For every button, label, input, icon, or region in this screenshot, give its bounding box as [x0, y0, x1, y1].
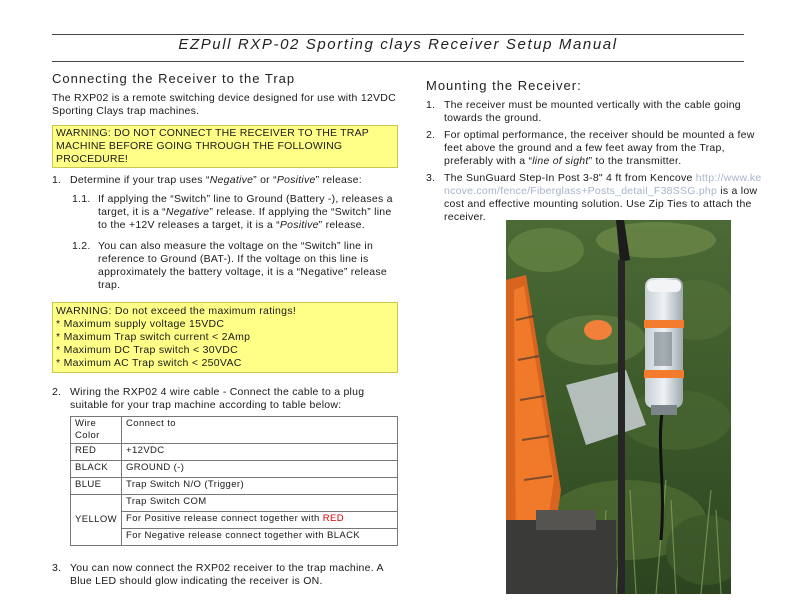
- left-column: [52, 71, 398, 588]
- step-1-positive: Positive: [276, 174, 316, 186]
- table-header-row: [71, 417, 398, 444]
- step-3: [52, 562, 398, 588]
- table-row: [71, 444, 398, 461]
- warning-ratings: [52, 302, 398, 373]
- mount-item-3-number: 3.: [426, 172, 436, 184]
- step-1-text-a: Determine if your trap uses “: [70, 174, 210, 186]
- wire-color-cell-yellow: YELLOW: [71, 495, 122, 546]
- mounting-heading: Mounting the Receiver:: [426, 78, 582, 93]
- step-1-1: [52, 193, 398, 232]
- mount-item-1-number: 1.: [426, 99, 436, 111]
- mount-item-2: [426, 129, 766, 168]
- step-2-text: Wiring the RXP02 4 wire cable - Connect the cable to a plug suitable for your trap machine according to table below:: [70, 386, 365, 411]
- connect-cell: +12VDC: [122, 444, 398, 461]
- page-title: EZPull RXP-02 Sporting clays Receiver Setup Manual: [178, 36, 618, 53]
- line-of-sight: line of sight: [532, 155, 589, 167]
- rating-line: * Maximum AC Trap switch < 250VAC: [56, 357, 242, 369]
- step-1-2-text: You can also measure the voltage on the “Switch” line in reference to Ground (BAT-). If the voltage on this line is approximately the battery voltage, it is a “Negative” release trap.: [98, 240, 387, 291]
- table-row: [71, 495, 398, 512]
- step-1-2-number: 1.2.: [72, 240, 91, 252]
- step-1-1-positive: Positive: [279, 219, 319, 231]
- rating-line: * Maximum supply voltage 15VDC: [56, 318, 225, 330]
- step-1-1-negative: Negative: [165, 206, 210, 218]
- table-row: [71, 478, 398, 495]
- mount-item-2-number: 2.: [426, 129, 436, 141]
- connect-cell: For Negative release connect together with BLACK: [122, 529, 398, 546]
- mount-item-1: [426, 99, 766, 125]
- wire-table: [70, 416, 398, 546]
- title-rule: [52, 61, 744, 62]
- wire-color-cell: RED: [71, 444, 122, 461]
- mount-item-1-text: The receiver must be mounted vertically with the cable going towards the ground.: [444, 99, 741, 124]
- top-rule: [52, 34, 744, 35]
- step-1-1-text-a: If applying the “Switch” line to Ground (Battery -), releases a target, it is a “: [98, 193, 393, 218]
- kencove-link[interactable]: http://www.kencove.com/fence/Fiberglass+Posts_detail_F38SSG.php: [444, 172, 762, 197]
- wire-color-cell: BLACK: [71, 461, 122, 478]
- step-3-number: 3.: [52, 562, 62, 574]
- warning-connect: WARNING: DO NOT CONNECT THE RECEIVER TO THE TRAP MACHINE BEFORE GOING THROUGH THE FOLLOWING PROCEDURE!: [52, 125, 398, 168]
- mount-item-3-text-b: is a low cost and effective mounting solution. Use Zip Ties to attach the receiver.: [444, 185, 758, 223]
- step-1-1-text-b: ” release. If applying the “Switch” line to the +12V releases a target, it is a “: [98, 206, 392, 231]
- step-1-text-b: ” or “: [253, 174, 277, 186]
- step-1-text-c: ” release:: [315, 174, 362, 186]
- receiver-photo: [506, 220, 731, 594]
- connect-cell: [122, 512, 398, 529]
- right-column: [426, 78, 766, 224]
- mount-item-2-text-b: ” to the transmitter.: [588, 155, 682, 167]
- step-1-1-text-c: ” release.: [318, 219, 365, 231]
- connecting-heading: Connecting the Receiver to the Trap: [52, 71, 296, 86]
- connect-cell: GROUND (-): [122, 461, 398, 478]
- connect-cell: Trap Switch COM: [122, 495, 398, 512]
- header-wire-color: Wire Color: [71, 417, 122, 444]
- intro-text: The RXP02 is a remote switching device designed for use with 12VDC Sporting Clays trap machines.: [52, 92, 396, 117]
- warning-ratings-title: WARNING: Do not exceed the maximum ratings!: [56, 305, 297, 317]
- mount-item-3-text-a: The SunGuard Step-In Post 3-8" 4 ft from Kencove: [444, 172, 696, 184]
- positive-release-text: For Positive release connect together with: [126, 513, 323, 524]
- step-1-number: 1.: [52, 174, 62, 186]
- step-2-number: 2.: [52, 386, 62, 398]
- step-1-2: [52, 240, 398, 292]
- red-highlight: RED: [322, 513, 345, 524]
- mount-item-2-text-a: For optimal performance, the receiver should be mounted a few feet above the ground and a few feet away from the Trap, preferably with a “: [444, 129, 755, 167]
- step-1: [52, 174, 398, 187]
- step-2: [52, 386, 398, 412]
- wire-color-cell: BLUE: [71, 478, 122, 495]
- step-1-negative: Negative: [209, 174, 254, 186]
- step-1-1-number: 1.1.: [72, 193, 91, 205]
- connect-cell: Trap Switch N/O (Trigger): [122, 478, 398, 495]
- table-row: [71, 461, 398, 478]
- header-connect-to: Connect to: [122, 417, 398, 444]
- rating-line: * Maximum Trap switch current < 2Amp: [56, 331, 251, 343]
- rating-line: * Maximum DC Trap switch < 30VDC: [56, 344, 239, 356]
- mount-item-3: [426, 172, 766, 224]
- step-3-text: You can now connect the RXP02 receiver to the trap machine. A Blue LED should glow indicating the receiver is ON.: [70, 562, 384, 587]
